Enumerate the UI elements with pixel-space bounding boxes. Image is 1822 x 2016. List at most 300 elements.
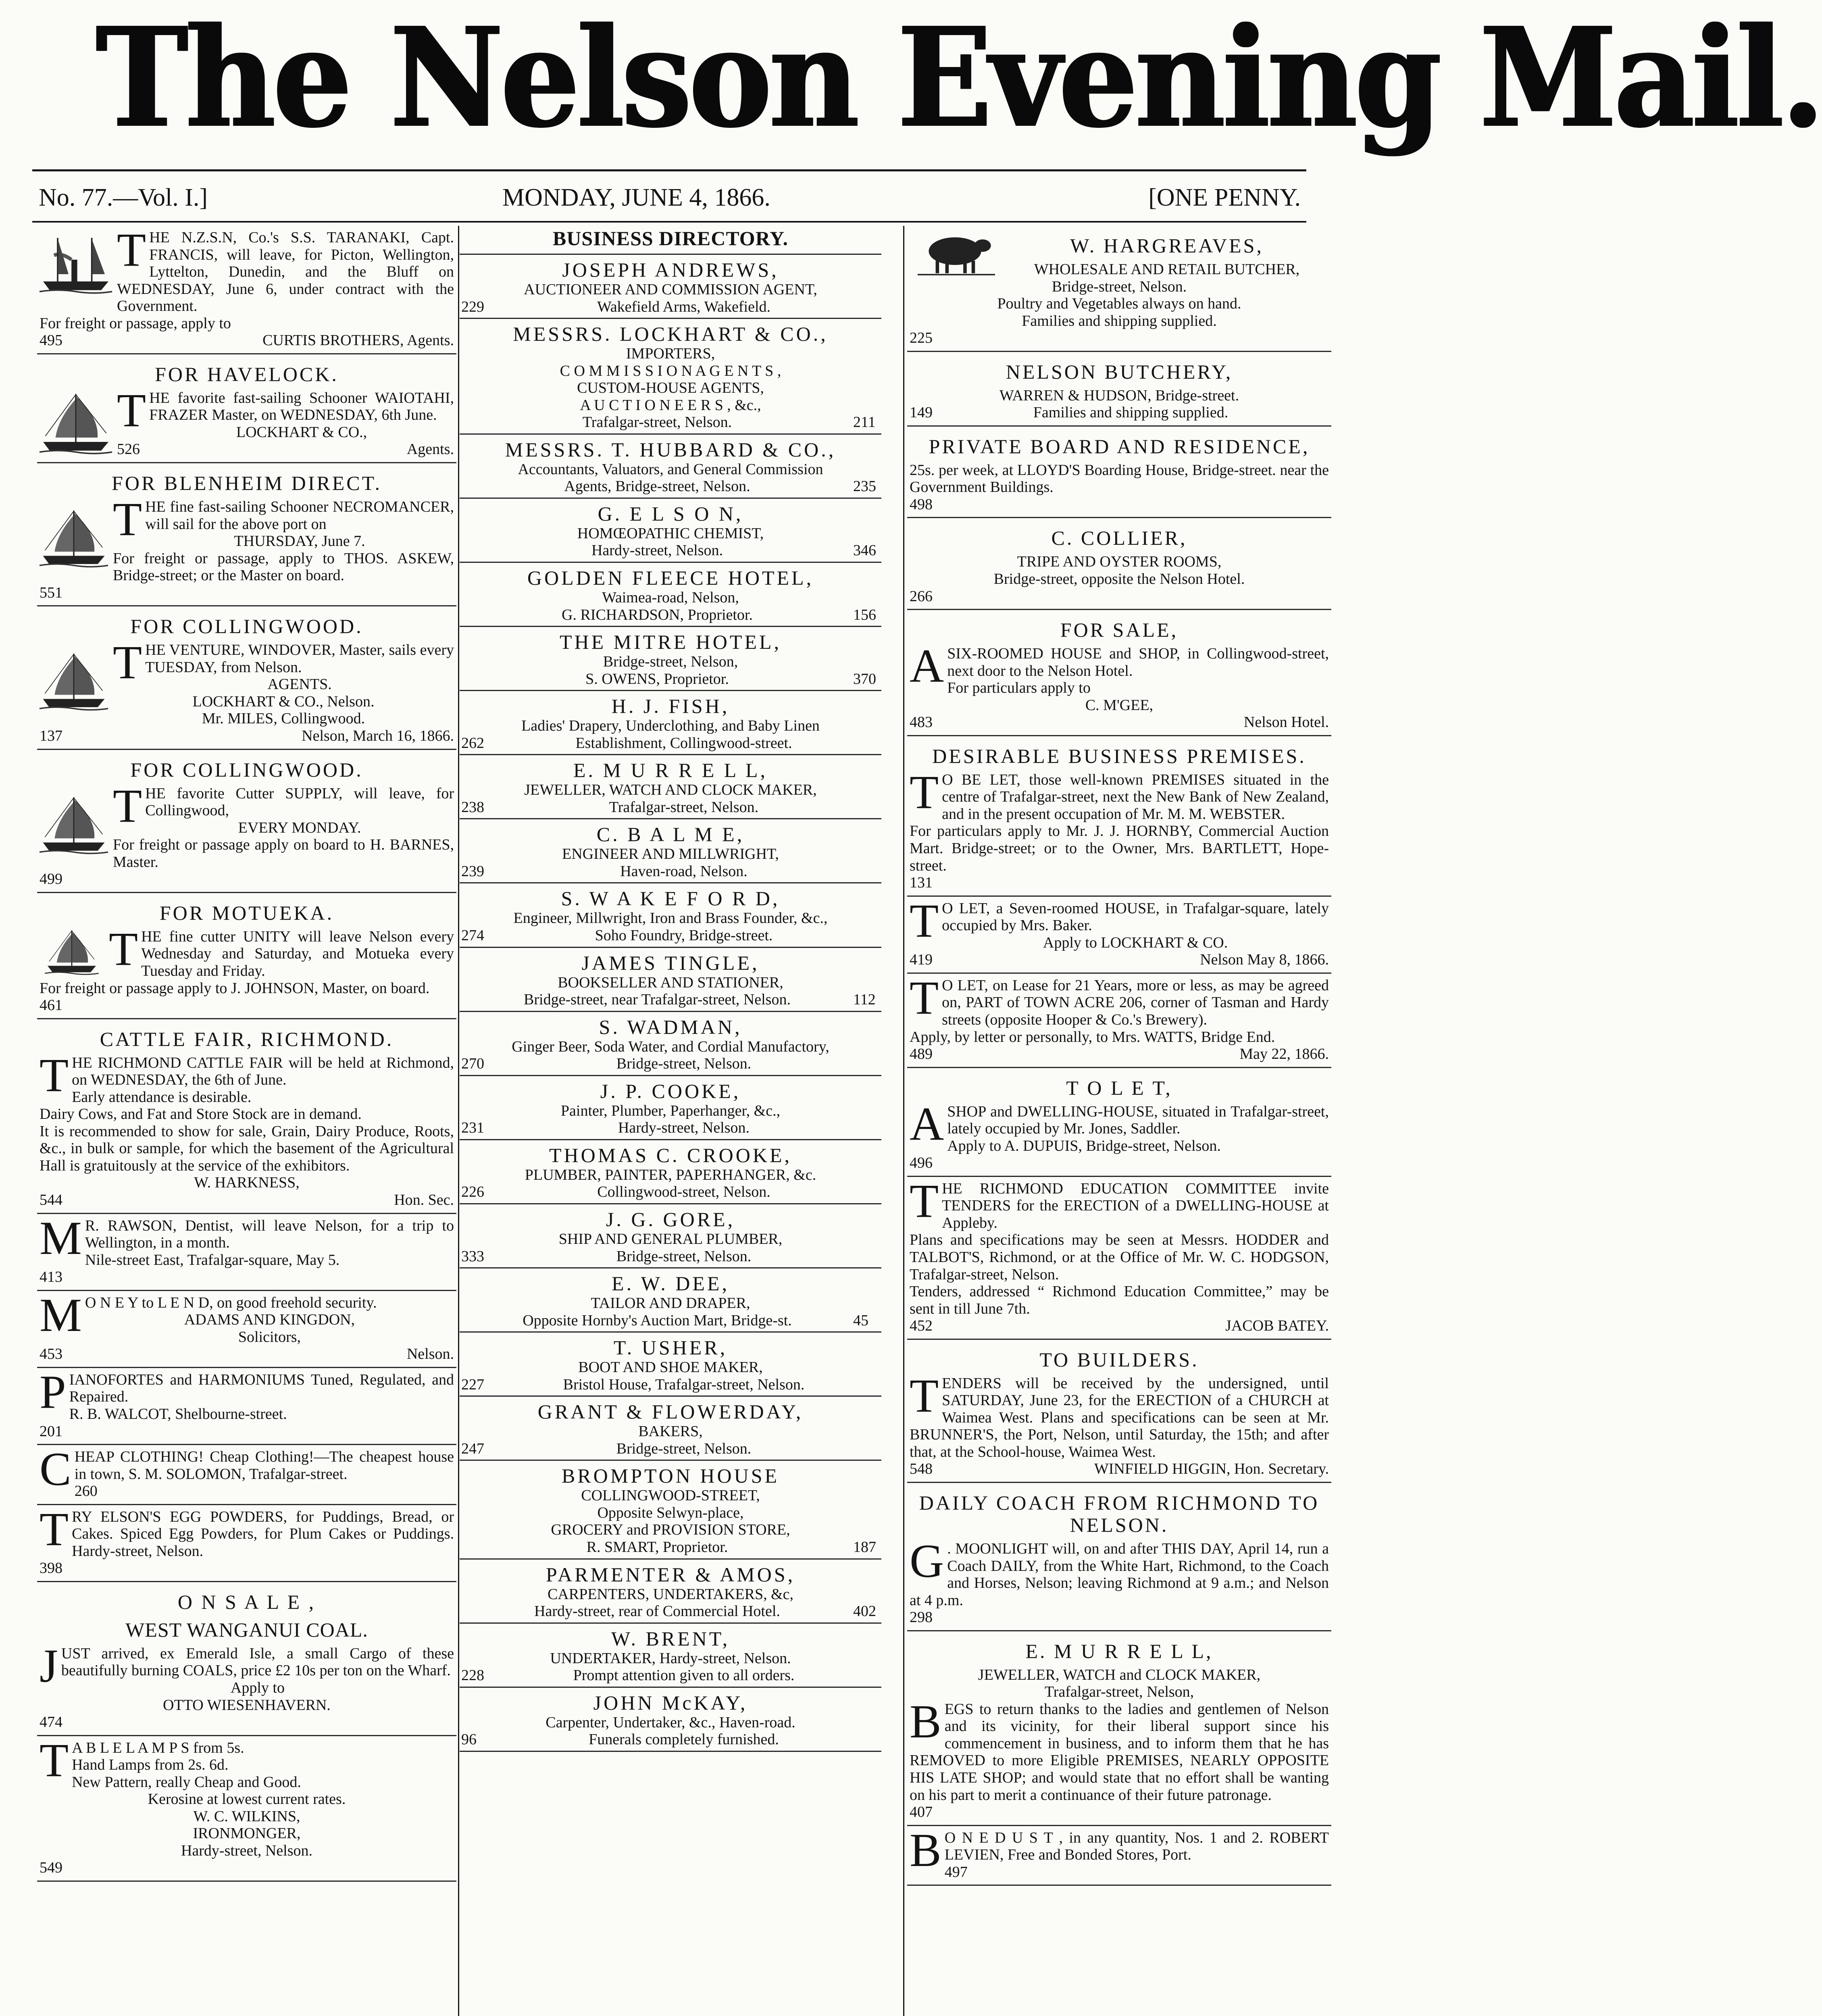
ad-reference-number: 225 [910, 329, 933, 347]
ad-signature: JACOB BATEY. [1225, 1317, 1329, 1335]
entry-number: 156 [853, 606, 876, 623]
entry-detail: Waimea-road, Nelson, [602, 589, 739, 606]
advertisement-108 [907, 971, 1331, 1068]
entry-address: Bridge-street, near Trafalgar-street, Nelson. [524, 991, 791, 1008]
drop-capital: T [117, 383, 146, 437]
entry-detail: BOOT AND SHOE MAKER, [578, 1359, 763, 1376]
directory-title: BUSINESS DIRECTORY. [460, 227, 881, 255]
ad-centered-line: LOCKHART & CO., Nelson. [192, 693, 375, 710]
directory-entry [460, 1204, 881, 1268]
ad-centered-line: IRONMONGER, [193, 1825, 301, 1842]
drop-capital: T [910, 1369, 939, 1422]
drop-capital: T [113, 779, 142, 832]
entry-detail: IMPORTERS, [626, 345, 715, 362]
entry-name: JOHN McKAY, [593, 1691, 748, 1714]
ad-centered-line: EVERY MONDAY. [238, 819, 361, 836]
entry-detail: GROCERY and PROVISION STORE, [551, 1521, 790, 1539]
directory-entry [460, 563, 881, 627]
entry-name: GRANT & FLOWERDAY, [537, 1400, 804, 1423]
drop-capital: J [40, 1639, 58, 1692]
directory-entry [460, 255, 881, 319]
entry-number: 226 [461, 1183, 484, 1201]
entry-address: S. OWENS, Proprietor. [585, 670, 729, 687]
entry-detail: HOMŒOPATHIC CHEMIST, [577, 525, 764, 542]
ad-footer [910, 1154, 1329, 1172]
ad-body-text: HE fine cutter UNITY will leave Nelson every Wednesday and Saturday, and Motueka every Tuesday and Friday. [141, 928, 454, 979]
right-column [907, 226, 1331, 2016]
column-divider-left [458, 226, 459, 2016]
entry-detail: Accountants, Valuators, and General Commission [518, 460, 823, 478]
ad-body-text: HE RICHMOND EDUCATION COMMITTEE invite TENDERS for the ERECTION of a DWELLING-HOUSE at Appleby. [942, 1180, 1329, 1231]
ad-heading: CATTLE FAIR, RICHMOND. [100, 1027, 394, 1050]
ad-reference-number: 496 [910, 1154, 933, 1172]
ad-body-line [40, 1502, 454, 1560]
advertisement-114 [907, 1823, 1331, 1886]
masthead-title: The Nelson Evening Mail. [96, 0, 1822, 158]
ad-centered-line: TRIPE AND OYSTER ROOMS, [1017, 553, 1222, 571]
ad-reference-number: 419 [910, 951, 933, 968]
advertisement-14 [37, 1733, 456, 1882]
entry-address: Bridge-street, Nelson. [616, 1440, 752, 1457]
ad-body-text: HE RICHMOND CATTLE FAIR will be held at Richmond, on WEDNESDAY, the 6th of June. [72, 1054, 454, 1089]
ad-heading: FOR COLLINGWOOD. [130, 615, 363, 638]
ad-reference-number: 489 [910, 1045, 933, 1063]
ad-heading: W. HARGREAVES, [1070, 234, 1264, 257]
entry-address: Collingwood-street, Nelson. [597, 1183, 770, 1201]
ad-centered-line: OTTO WIESENHAVERN. [163, 1696, 331, 1714]
ad-centered-line: WARREN & HUDSON, Bridge-street. [999, 387, 1239, 404]
business-directory-column [460, 226, 881, 2016]
ad-signature: Hon. Sec. [394, 1191, 454, 1208]
ad-footer [40, 1859, 454, 1876]
advertisement-104 [907, 518, 1331, 610]
ad-body-line [910, 1174, 1329, 1232]
sailing-ship-icon [40, 498, 108, 579]
ad-heading: FOR COLLINGWOOD. [130, 758, 363, 781]
entry-footer [461, 863, 880, 880]
ad-body-text: HE favorite Cutter SUPPLY, will leave, for Collingwood, [145, 785, 454, 819]
directory-entry [460, 755, 881, 819]
ad-centered-line: Apply to [230, 1679, 285, 1696]
ad-body-text: New Pattern, really Cheap and Good. [72, 1773, 301, 1791]
ad-reference-number: 499 [40, 871, 62, 888]
entry-footer [461, 606, 880, 624]
entry-name: W. BRENT, [611, 1627, 730, 1650]
advertisement-111 [907, 1340, 1331, 1483]
entry-footer [461, 991, 880, 1008]
ad-centered-line: Solicitors, [238, 1328, 301, 1345]
entry-address: Bridge-street, Nelson. [616, 1248, 752, 1265]
drop-capital: B [910, 1695, 941, 1748]
ad-body-line [910, 1369, 1329, 1461]
ad-reference-number: 413 [40, 1268, 62, 1286]
ad-body-text: R. RAWSON, Dentist, will leave Nelson, for a trip to Wellington, in a month. [85, 1217, 454, 1252]
ad-body-text: . MOONLIGHT will, on and after THIS DAY, April 14, run a Coach DAILY, from the White Hart, Richmond, to the Coach and Horses, Nelson; leaving Richmond at 9 a.m.; and Nelson at 4 p.m. [910, 1540, 1329, 1609]
entry-name: E. W. DEE, [612, 1272, 729, 1295]
ad-body-line [40, 1252, 454, 1269]
entry-name: GOLDEN FLEECE HOTEL, [527, 566, 814, 589]
ad-body-text: R. B. WALCOT, Shelbourne-street. [69, 1405, 287, 1422]
ad-subheading: WEST WANGANUI COAL. [125, 1618, 368, 1641]
ad-body-text: O BE LET, those well-known PREMISES situated in the centre of Trafalgar-street, next the New Bank of New Zealand, and in the present occupation of Mr. M. M. WEBSTER. [942, 771, 1329, 823]
entry-detail: BAKERS, [638, 1423, 703, 1440]
ad-body-line [910, 1534, 1329, 1609]
entry-name: JOSEPH ANDREWS, [562, 258, 779, 281]
ad-heading: FOR BLENHEIM DIRECT. [112, 472, 382, 495]
advertisement-7 [37, 1019, 456, 1214]
entry-detail: CARPENTERS, UNDERTAKERS, &c, [547, 1585, 794, 1603]
ad-centered-line: Poultry and Vegetables always on hand. [997, 295, 1241, 312]
advertisement-1 [37, 223, 456, 354]
advertisement-4 [37, 606, 456, 750]
drop-capital: T [113, 636, 142, 689]
advertisement-103 [907, 427, 1331, 519]
entry-detail: Bridge-street, Nelson, [603, 653, 738, 671]
entry-address: Soho Foundry, Bridge-street. [595, 927, 773, 944]
ad-body-line: For freight or passage apply on board to H. BARNES, Master. [113, 836, 454, 871]
ad-footer [945, 1864, 1329, 1881]
entry-footer [461, 1183, 880, 1201]
ad-heading: C. COLLIER, [1051, 527, 1187, 550]
drop-capital: T [910, 765, 939, 818]
ad-heading: NELSON BUTCHERY, [1006, 360, 1233, 383]
sailing-ship-icon [40, 389, 112, 458]
ad-centered-line: Apply to LOCKHART & CO. [1043, 934, 1228, 951]
entry-number: 45 [853, 1312, 868, 1329]
advertisement-110 [907, 1174, 1331, 1340]
ad-reference-number: 407 [910, 1804, 933, 1821]
ad-reference-number: 474 [40, 1714, 62, 1731]
ad-footer [910, 404, 1329, 421]
ad-footer [910, 1317, 1329, 1335]
entry-detail: Engineer, Millwright, Iron and Brass Founder, &c., [513, 910, 828, 927]
entry-detail: COLLINGWOOD-STREET, [581, 1487, 760, 1504]
entry-address: Trafalgar-street, Nelson. [582, 414, 732, 431]
ad-body-text: 25s. per week, at LLOYD'S Boarding House, Bridge-street. near the Government Buildings. [910, 461, 1329, 496]
entry-footer [461, 1731, 880, 1748]
ad-footer [910, 951, 1329, 968]
ad-heading: FOR MOTUEKA. [159, 901, 334, 924]
ad-footer [40, 1714, 454, 1731]
ad-body-line: For freight or passage, apply to THOS. ASKEW, Bridge-street; or the Master on board. [113, 550, 454, 584]
ad-reference-number: 483 [910, 714, 933, 731]
entry-detail: JEWELLER, WATCH AND CLOCK MAKER, [524, 781, 817, 799]
entry-detail: PLUMBER, PAINTER, PAPERHANGER, &c. [525, 1166, 816, 1183]
advertisement-9 [37, 1288, 456, 1368]
entry-address: Opposite Hornby's Auction Mart, Bridge-st. [523, 1312, 792, 1329]
ad-body-text: Plans and specifications may be seen at Messrs. HODDER and TALBOT'S, Richmond, or at the Office of Mr. W. C. HODGSON, Trafalgar-street, Nelson. [910, 1231, 1329, 1283]
sheep-icon [912, 229, 1001, 277]
ad-footer [40, 1560, 454, 1577]
entry-footer [461, 1119, 880, 1137]
ad-signature: May 22, 1866. [1239, 1045, 1329, 1063]
entry-address: Wakefield Arms, Wakefield. [597, 298, 771, 315]
advertisement-13 [37, 1582, 456, 1736]
entry-number: 402 [853, 1603, 876, 1620]
ad-heading: T O L E T, [1066, 1076, 1172, 1099]
ad-body-text: For particulars apply to [947, 679, 1091, 697]
entry-address: Bridge-street, Nelson. [616, 1055, 752, 1073]
entry-footer [461, 298, 880, 316]
ad-body-line [40, 1106, 454, 1123]
drop-capital: T [40, 1733, 69, 1787]
entry-number: 262 [461, 734, 484, 752]
entry-name: E. M U R R E L L, [573, 759, 768, 782]
ad-signature: Nelson. [406, 1345, 454, 1363]
ad-centered-line: Bridge-street, Nelson. [1052, 278, 1187, 295]
advertisement-2 [37, 354, 456, 463]
directory-entry [460, 819, 881, 883]
entry-footer [461, 671, 880, 688]
drop-capital: G [910, 1534, 944, 1587]
entry-name: H. J. FISH, [611, 695, 730, 718]
entry-footer [461, 1539, 880, 1556]
directory-entry [460, 1397, 881, 1461]
directory-entry [460, 1624, 881, 1688]
entry-address: Hardy-street, Nelson. [591, 542, 723, 559]
drop-capital: A [910, 1097, 944, 1150]
ad-reference-number: 498 [910, 496, 933, 513]
ad-footer [910, 714, 1329, 731]
ad-footer [40, 871, 454, 888]
ad-footer [40, 1345, 454, 1363]
ad-body-text: SHOP and DWELLING-HOUSE, situated in Trafalgar-street, lately occupied by Mr. Jones, Saddler. [947, 1103, 1329, 1137]
advertisement-109 [907, 1068, 1331, 1177]
ad-body-line [40, 980, 454, 997]
entry-footer [461, 478, 880, 495]
ad-signature: Nelson, March 16, 1866. [302, 727, 454, 745]
ad-centered-line: AGENTS. [267, 676, 332, 693]
ad-heading: TO BUILDERS. [1039, 1348, 1199, 1371]
ad-heading: PRIVATE BOARD AND RESIDENCE, [929, 435, 1310, 458]
ad-body-line [910, 1283, 1329, 1317]
ad-body-text: HE VENTURE, WINDOVER, Master, sails every TUESDAY, from Nelson. [145, 641, 454, 676]
entry-detail: TAILOR AND DRAPER, [591, 1295, 750, 1312]
advertisement-106 [907, 736, 1331, 897]
ad-body-text: For particulars apply to Mr. J. J. HORNBY, Commercial Auction Mart. Bridge-street; or to the Owner, Mrs. BARTLETT, Hope-street. [910, 823, 1329, 874]
ad-body-text: A B L E L A M P S from 5s. [72, 1739, 244, 1756]
issue-price: [ONE PENNY. [1148, 184, 1301, 211]
entry-number: 333 [461, 1248, 484, 1265]
column-divider-right [903, 226, 904, 2016]
drop-capital: T [40, 1048, 69, 1102]
entry-number: 247 [461, 1440, 484, 1457]
ad-reference-number: 548 [910, 1460, 933, 1478]
ad-body-text: For freight or passage, apply to [40, 314, 231, 332]
entry-footer [461, 799, 880, 816]
ad-body-text: O LET, on Lease for 21 Years, more or less, as may be agreed on, PART of TOWN ACRE 206, corner of Tasman and Hardy streets (opposite Hooper & Co.'s Brewery). [942, 977, 1329, 1028]
drop-capital: B [910, 1823, 941, 1876]
entry-name: MESSRS. LOCKHART & CO., [513, 323, 828, 346]
entry-detail: C O M M I S S I O N A G E N T S , [560, 362, 781, 379]
entry-address: Bristol House, Trafalgar-street, Nelson. [563, 1376, 805, 1393]
ad-centered-line: Families and shipping supplied. [1022, 312, 1217, 329]
entry-number: 239 [461, 862, 484, 880]
entry-name: JAMES TINGLE, [581, 951, 760, 974]
ad-body-text: Apply, by letter or personally, to Mrs. WATTS, Bridge End. [910, 1028, 1275, 1045]
ad-body-text: ENDERS will be received by the undersigned, until SATURDAY, June 23, for the ERECTION of a CHURCH at Waimea West. Plans and specifications can be seen at Mr. BRUNNER'S, the Port, Nelson, until Saturday, the 15th; and after that, at the School-house, Waimea West. [910, 1375, 1329, 1460]
entry-address: G. RICHARDSON, Proprietor. [562, 606, 753, 623]
ad-body-line [40, 1089, 454, 1106]
ad-body-text: Nile-street East, Trafalgar-square, May 5. [85, 1251, 340, 1268]
ad-centered-line: Trafalgar-street, Nelson, [1044, 1683, 1194, 1701]
header-rule [32, 221, 1306, 223]
ad-body-text: O N E D U S T , in any quantity, Nos. 1 and 2. ROBERT LEVIEN, Free and Bonded Stores, Port. [944, 1829, 1329, 1864]
entry-footer [461, 1055, 880, 1073]
ad-body-text: HE fine fast-sailing Schooner NECROMANCER, will sail for the above port on [145, 498, 454, 533]
ad-signature: CURTIS BROTHERS, Agents. [262, 332, 454, 349]
drop-capital: T [910, 894, 939, 947]
entry-address: Trafalgar-street, Nelson. [609, 798, 759, 816]
ad-centered-line: W. C. WILKINS, [193, 1808, 300, 1825]
ad-body-text: For freight or passage apply to J. JOHNSON, Master, on board. [40, 979, 430, 997]
directory-entry [460, 1461, 881, 1559]
sailing-ship-icon [40, 928, 104, 977]
ad-body-line [40, 315, 454, 332]
ad-footer [40, 1423, 454, 1440]
advertisement-107 [907, 894, 1331, 974]
entry-name: J. P. COOKE, [600, 1079, 741, 1102]
ad-centered-line: Kerosine at lowest current rates. [148, 1791, 346, 1808]
drop-capital: P [40, 1365, 66, 1418]
drop-capital: T [910, 971, 939, 1024]
entry-footer [461, 1667, 880, 1684]
advertisement-8 [37, 1211, 456, 1291]
ad-footer [910, 1804, 1329, 1821]
ad-signature: Nelson May 8, 1866. [1200, 951, 1329, 968]
entry-footer [461, 927, 880, 944]
ad-reference-number: 544 [40, 1191, 62, 1208]
advertisement-113 [907, 1631, 1331, 1826]
entry-number: 231 [461, 1119, 484, 1137]
ad-centered-line: WHOLESALE AND RETAIL BUTCHER, [1034, 261, 1300, 278]
sailing-ship-icon [40, 785, 108, 866]
ad-centered-line: W. HARKNESS, [194, 1174, 300, 1191]
directory-entry [460, 319, 881, 435]
drop-capital: T [910, 1174, 939, 1227]
directory-entry [460, 948, 881, 1012]
ad-body-text: O N E Y to L E N D, on good freehold security. [85, 1294, 377, 1311]
ad-body-line [910, 765, 1329, 823]
entry-detail: BOOKSELLER AND STATIONER, [558, 974, 783, 991]
ad-footer [75, 1483, 454, 1500]
ad-body-line [910, 1029, 1329, 1046]
ad-signature: WINFIELD HIGGIN, Hon. Secretary. [1094, 1460, 1329, 1478]
entry-address: R. SMART, Proprietor. [586, 1538, 728, 1556]
entry-detail: Ladies' Drapery, Underclothing, and Baby Linen [521, 717, 820, 735]
ad-footer [40, 332, 454, 349]
ad-body-text: HEAP CLOTHING! Cheap Clothing!—The cheapest house in town, S. M. SOLOMON, Trafalgar-street. [74, 1448, 454, 1483]
entry-number: 235 [853, 478, 876, 495]
entry-detail: ENGINEER AND MILLWRIGHT, [562, 846, 779, 863]
entry-name: S. W A K E F O R D, [561, 887, 780, 910]
ad-reference-number: 260 [74, 1483, 98, 1500]
ad-reference-number: 131 [910, 874, 933, 891]
ad-reference-number: 201 [40, 1422, 62, 1440]
ad-reference-number: 526 [117, 441, 140, 458]
top-rule [32, 169, 1306, 171]
ad-body-text: It is recommended to show for sale, Grain, Dairy Produce, Roots, &c., in bulk or sample, for which the basement of the Agricultural Hall is gratuitously at the service of the exhibitors. [40, 1123, 454, 1174]
entry-number: 238 [461, 798, 484, 816]
ad-footer [910, 496, 1329, 513]
ad-footer [40, 1268, 454, 1286]
ad-body-text: Dairy Cows, and Fat and Store Stock are in demand. [40, 1106, 362, 1123]
ad-body-text: UST arrived, ex Emerald Isle, a small Cargo of these beautifully burning COALS, price £2 10s per ton on the Wharf. [61, 1645, 454, 1679]
entry-number: 274 [461, 927, 484, 944]
ad-footer [910, 588, 1329, 605]
directory-entry [460, 1688, 881, 1752]
entry-name: C. B A L M E, [596, 823, 745, 846]
ad-centered-line: Bridge-street, opposite the Nelson Hotel. [993, 571, 1245, 588]
ad-reference-number: 495 [40, 332, 62, 349]
entry-number: 229 [461, 298, 484, 315]
drop-capital: T [117, 223, 146, 276]
ad-body-line [40, 1774, 454, 1791]
advertisement-10 [37, 1365, 456, 1445]
ad-reference-number: 298 [910, 1609, 933, 1626]
ad-footer [910, 329, 1329, 347]
entry-name: BROMPTON HOUSE [561, 1464, 780, 1487]
ad-reference-number: 149 [910, 404, 933, 421]
ad-body-line [910, 462, 1329, 496]
entry-number: 270 [461, 1055, 484, 1073]
entry-address: Prompt attention given to all orders. [573, 1667, 795, 1684]
entry-name: J. G. GORE, [606, 1208, 735, 1231]
ad-body-line [910, 1695, 1329, 1804]
entry-number: 227 [461, 1376, 484, 1393]
ad-signature: Agents. [406, 441, 454, 458]
ad-body-line [910, 1137, 1329, 1155]
ad-reference-number: 137 [40, 727, 62, 745]
ad-heading: FOR SALE, [1060, 619, 1179, 641]
directory-entry [460, 1012, 881, 1076]
ad-body-text: IANOFORTES and HARMONIUMS Tuned, Regulated, and Repaired. [69, 1371, 454, 1406]
entry-number: 211 [853, 414, 876, 431]
ad-reference-number: 551 [40, 584, 62, 601]
entry-footer [461, 1376, 880, 1393]
advertisement-6 [37, 893, 456, 1019]
ad-footer [910, 1609, 1329, 1626]
ad-reference-number: 453 [40, 1345, 62, 1363]
directory-entry [460, 1076, 881, 1140]
entry-address: Hardy-street, rear of Commercial Hotel. [534, 1603, 780, 1620]
ad-heading: DAILY COACH FROM RICHMOND TO NELSON. [919, 1491, 1320, 1536]
ad-body-text: Hand Lamps from 2s. 6d. [72, 1756, 229, 1774]
ad-heading: DESIRABLE BUSINESS PREMISES. [932, 744, 1306, 767]
ad-centered-line: C. M'GEE, [1085, 696, 1154, 714]
ad-heading: E. M U R R E L L, [1025, 1639, 1213, 1662]
entry-name: THOMAS C. CROOKE, [549, 1143, 792, 1166]
entry-footer [461, 735, 880, 752]
drop-capital: T [40, 1502, 69, 1556]
advertisement-101 [907, 226, 1331, 352]
issue-number: No. 77.—Vol. I.] [39, 184, 208, 211]
entry-name: S. WADMAN, [599, 1015, 742, 1038]
directory-entry [460, 435, 881, 499]
ad-centered-line: JEWELLER, WATCH and CLOCK MAKER, [978, 1666, 1261, 1683]
ad-footer-text: Families and shipping supplied. [1033, 404, 1229, 421]
drop-capital: T [109, 922, 138, 975]
left-column [37, 223, 456, 2016]
directory-entry [460, 1560, 881, 1624]
entry-number: 346 [853, 542, 876, 559]
steamship-icon [40, 229, 112, 298]
entry-footer [461, 542, 880, 559]
advertisement-11 [37, 1445, 456, 1505]
ad-centered-line: Mr. MILES, Collingwood. [202, 710, 365, 727]
ad-body-line [910, 1231, 1329, 1283]
ad-body-text: HE N.Z.S.N, Co.'s S.S. TARANAKI, Capt. FRANCIS, will leave, for Picton, Wellington, Lyttelton, Dunedin, and the Bluff on WEDNESDAY, June 6, under contract with the Government. [117, 229, 454, 315]
